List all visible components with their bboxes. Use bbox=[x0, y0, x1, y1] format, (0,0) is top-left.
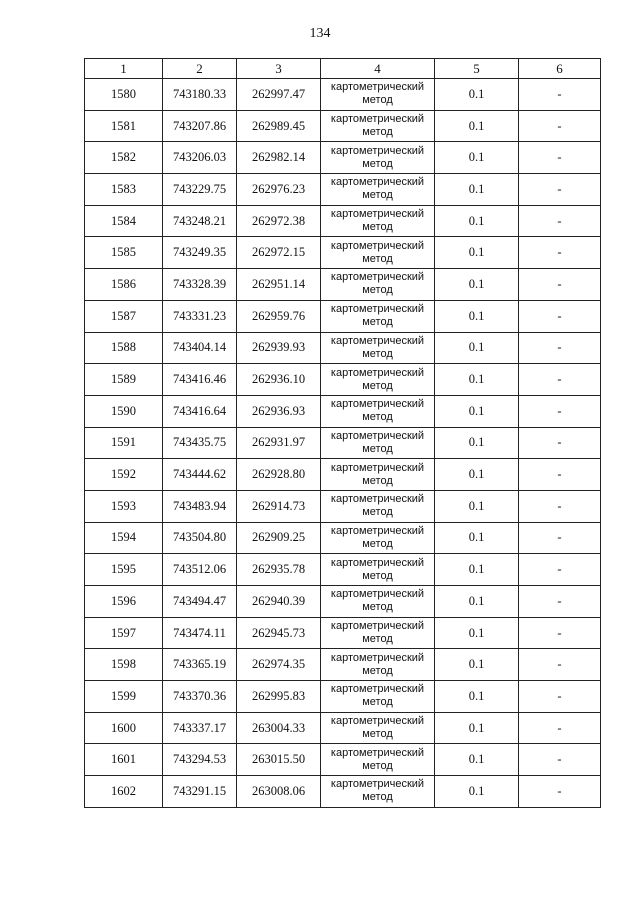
method-line-1: картометрический bbox=[330, 239, 425, 252]
method-cell bbox=[321, 712, 435, 744]
coordinate-y: 262936.93 bbox=[237, 395, 321, 427]
coordinate-x: 743504.80 bbox=[163, 522, 237, 554]
method-cell bbox=[321, 681, 435, 713]
accuracy-value: 0.1 bbox=[435, 110, 519, 142]
coordinate-x: 743249.35 bbox=[163, 237, 237, 269]
note-value: - bbox=[519, 744, 601, 776]
point-number: 1602 bbox=[85, 776, 163, 808]
method-line-2: метод bbox=[362, 791, 393, 804]
accuracy-value: 0.1 bbox=[435, 554, 519, 586]
point-number: 1592 bbox=[85, 459, 163, 491]
coordinate-x: 743328.39 bbox=[163, 269, 237, 301]
note-value: - bbox=[519, 712, 601, 744]
coordinate-y: 262997.47 bbox=[237, 79, 321, 111]
coordinate-y: 262909.25 bbox=[237, 522, 321, 554]
column-header: 1 bbox=[85, 59, 163, 79]
method-line-1: картометрический bbox=[330, 651, 425, 664]
point-number: 1587 bbox=[85, 300, 163, 332]
coordinate-y: 262928.80 bbox=[237, 459, 321, 491]
method-line-1: картометрический bbox=[330, 746, 425, 759]
method-line-1: картометрический bbox=[330, 271, 425, 284]
accuracy-value: 0.1 bbox=[435, 174, 519, 206]
table-row bbox=[85, 395, 601, 427]
coordinate-y: 263004.33 bbox=[237, 712, 321, 744]
method-line-2: метод bbox=[362, 252, 393, 265]
method-cell bbox=[321, 776, 435, 808]
accuracy-value: 0.1 bbox=[435, 522, 519, 554]
method-line-2: метод bbox=[362, 633, 393, 646]
coordinate-x: 743365.19 bbox=[163, 649, 237, 681]
coordinate-x: 743180.33 bbox=[163, 79, 237, 111]
accuracy-value: 0.1 bbox=[435, 712, 519, 744]
coordinate-x: 743370.36 bbox=[163, 681, 237, 713]
note-value: - bbox=[519, 459, 601, 491]
accuracy-value: 0.1 bbox=[435, 586, 519, 618]
table-row bbox=[85, 237, 601, 269]
method-cell bbox=[321, 554, 435, 586]
coordinate-x: 743337.17 bbox=[163, 712, 237, 744]
point-number: 1593 bbox=[85, 490, 163, 522]
note-value: - bbox=[519, 554, 601, 586]
table-row bbox=[85, 110, 601, 142]
method-line-1: картометрический bbox=[330, 176, 425, 189]
point-number: 1589 bbox=[85, 364, 163, 396]
table-row bbox=[85, 364, 601, 396]
coordinate-x: 743435.75 bbox=[163, 427, 237, 459]
table-row bbox=[85, 79, 601, 111]
column-header: 6 bbox=[519, 59, 601, 79]
method-line-2: метод bbox=[362, 316, 393, 329]
method-cell bbox=[321, 205, 435, 237]
method-cell bbox=[321, 174, 435, 206]
method-line-2: метод bbox=[362, 601, 393, 614]
method-cell bbox=[321, 300, 435, 332]
accuracy-value: 0.1 bbox=[435, 776, 519, 808]
method-line-1: картометрический bbox=[330, 493, 425, 506]
method-line-2: метод bbox=[362, 569, 393, 582]
method-line-2: метод bbox=[362, 379, 393, 392]
accuracy-value: 0.1 bbox=[435, 364, 519, 396]
accuracy-value: 0.1 bbox=[435, 490, 519, 522]
note-value: - bbox=[519, 174, 601, 206]
coordinate-x: 743229.75 bbox=[163, 174, 237, 206]
method-cell bbox=[321, 522, 435, 554]
method-cell bbox=[321, 332, 435, 364]
method-line-2: метод bbox=[362, 696, 393, 709]
coordinate-x: 743294.53 bbox=[163, 744, 237, 776]
point-number: 1596 bbox=[85, 586, 163, 618]
note-value: - bbox=[519, 776, 601, 808]
note-value: - bbox=[519, 300, 601, 332]
method-cell bbox=[321, 364, 435, 396]
point-number: 1585 bbox=[85, 237, 163, 269]
note-value: - bbox=[519, 79, 601, 111]
accuracy-value: 0.1 bbox=[435, 617, 519, 649]
table-row bbox=[85, 205, 601, 237]
coordinate-x: 743291.15 bbox=[163, 776, 237, 808]
point-number: 1600 bbox=[85, 712, 163, 744]
note-value: - bbox=[519, 649, 601, 681]
table-row bbox=[85, 427, 601, 459]
point-number: 1588 bbox=[85, 332, 163, 364]
method-cell bbox=[321, 586, 435, 618]
table-row bbox=[85, 174, 601, 206]
coordinate-x: 743416.46 bbox=[163, 364, 237, 396]
method-line-2: метод bbox=[362, 221, 393, 234]
method-line-1: картометрический bbox=[330, 81, 425, 94]
method-line-2: метод bbox=[362, 664, 393, 677]
accuracy-value: 0.1 bbox=[435, 427, 519, 459]
table-row bbox=[85, 459, 601, 491]
column-header: 5 bbox=[435, 59, 519, 79]
method-cell bbox=[321, 395, 435, 427]
note-value: - bbox=[519, 522, 601, 554]
method-cell bbox=[321, 490, 435, 522]
coordinate-x: 743248.21 bbox=[163, 205, 237, 237]
method-line-1: картометрический bbox=[330, 366, 425, 379]
point-number: 1590 bbox=[85, 395, 163, 427]
accuracy-value: 0.1 bbox=[435, 395, 519, 427]
point-number: 1582 bbox=[85, 142, 163, 174]
method-line-1: картометрический bbox=[330, 461, 425, 474]
coordinate-y: 262976.23 bbox=[237, 174, 321, 206]
note-value: - bbox=[519, 427, 601, 459]
method-line-2: метод bbox=[362, 157, 393, 170]
table-row bbox=[85, 586, 601, 618]
method-line-1: картометрический bbox=[330, 113, 425, 126]
method-line-2: метод bbox=[362, 759, 393, 772]
coordinate-x: 743206.03 bbox=[163, 142, 237, 174]
accuracy-value: 0.1 bbox=[435, 459, 519, 491]
method-line-2: метод bbox=[362, 537, 393, 550]
method-line-1: картометрический bbox=[330, 334, 425, 347]
table-body bbox=[85, 79, 601, 808]
accuracy-value: 0.1 bbox=[435, 142, 519, 174]
method-line-2: метод bbox=[362, 728, 393, 741]
coordinate-y: 262972.38 bbox=[237, 205, 321, 237]
method-cell bbox=[321, 617, 435, 649]
point-number: 1584 bbox=[85, 205, 163, 237]
method-line-2: метод bbox=[362, 284, 393, 297]
method-line-1: картометрический bbox=[330, 144, 425, 157]
point-number: 1586 bbox=[85, 269, 163, 301]
note-value: - bbox=[519, 395, 601, 427]
coordinate-x: 743512.06 bbox=[163, 554, 237, 586]
column-header: 3 bbox=[237, 59, 321, 79]
method-line-1: картометрический bbox=[330, 524, 425, 537]
method-line-1: картометрический bbox=[330, 715, 425, 728]
coordinate-x: 743331.23 bbox=[163, 300, 237, 332]
coordinate-y: 262935.78 bbox=[237, 554, 321, 586]
note-value: - bbox=[519, 142, 601, 174]
point-number: 1591 bbox=[85, 427, 163, 459]
method-cell bbox=[321, 110, 435, 142]
method-line-2: метод bbox=[362, 347, 393, 360]
note-value: - bbox=[519, 617, 601, 649]
table-row bbox=[85, 522, 601, 554]
coordinate-x: 743207.86 bbox=[163, 110, 237, 142]
method-cell bbox=[321, 649, 435, 681]
method-line-1: картометрический bbox=[330, 398, 425, 411]
table-header-row bbox=[85, 59, 601, 79]
column-header: 2 bbox=[163, 59, 237, 79]
coordinate-y: 262989.45 bbox=[237, 110, 321, 142]
accuracy-value: 0.1 bbox=[435, 681, 519, 713]
accuracy-value: 0.1 bbox=[435, 649, 519, 681]
coordinates-table bbox=[84, 58, 601, 808]
point-number: 1594 bbox=[85, 522, 163, 554]
coordinate-y: 262972.15 bbox=[237, 237, 321, 269]
note-value: - bbox=[519, 490, 601, 522]
coordinate-x: 743483.94 bbox=[163, 490, 237, 522]
method-line-1: картометрический bbox=[330, 683, 425, 696]
point-number: 1595 bbox=[85, 554, 163, 586]
coordinate-y: 262959.76 bbox=[237, 300, 321, 332]
accuracy-value: 0.1 bbox=[435, 79, 519, 111]
method-cell bbox=[321, 427, 435, 459]
method-line-1: картометрический bbox=[330, 588, 425, 601]
coordinate-y: 262951.14 bbox=[237, 269, 321, 301]
point-number: 1580 bbox=[85, 79, 163, 111]
method-cell bbox=[321, 142, 435, 174]
table-row bbox=[85, 300, 601, 332]
method-line-1: картометрический bbox=[330, 208, 425, 221]
coordinate-y: 262936.10 bbox=[237, 364, 321, 396]
table-row bbox=[85, 332, 601, 364]
coordinate-y: 262940.39 bbox=[237, 586, 321, 618]
accuracy-value: 0.1 bbox=[435, 237, 519, 269]
method-cell bbox=[321, 744, 435, 776]
coordinate-x: 743404.14 bbox=[163, 332, 237, 364]
coordinate-y: 263015.50 bbox=[237, 744, 321, 776]
method-line-1: картометрический bbox=[330, 556, 425, 569]
coordinate-y: 262945.73 bbox=[237, 617, 321, 649]
coordinate-y: 262982.14 bbox=[237, 142, 321, 174]
point-number: 1581 bbox=[85, 110, 163, 142]
note-value: - bbox=[519, 269, 601, 301]
accuracy-value: 0.1 bbox=[435, 205, 519, 237]
coordinate-y: 262914.73 bbox=[237, 490, 321, 522]
coordinate-x: 743474.11 bbox=[163, 617, 237, 649]
accuracy-value: 0.1 bbox=[435, 300, 519, 332]
point-number: 1597 bbox=[85, 617, 163, 649]
coordinate-y: 262974.35 bbox=[237, 649, 321, 681]
note-value: - bbox=[519, 237, 601, 269]
page-number: 134 bbox=[309, 26, 331, 41]
point-number: 1583 bbox=[85, 174, 163, 206]
note-value: - bbox=[519, 364, 601, 396]
point-number: 1601 bbox=[85, 744, 163, 776]
coordinate-y: 262995.83 bbox=[237, 681, 321, 713]
note-value: - bbox=[519, 110, 601, 142]
method-line-1: картометрический bbox=[330, 303, 425, 316]
note-value: - bbox=[519, 681, 601, 713]
table-row bbox=[85, 617, 601, 649]
method-line-2: метод bbox=[362, 442, 393, 455]
method-line-2: метод bbox=[362, 189, 393, 202]
method-line-1: картометрический bbox=[330, 429, 425, 442]
note-value: - bbox=[519, 205, 601, 237]
method-cell bbox=[321, 237, 435, 269]
table-row bbox=[85, 681, 601, 713]
table-row bbox=[85, 490, 601, 522]
coordinate-y: 262939.93 bbox=[237, 332, 321, 364]
point-number: 1598 bbox=[85, 649, 163, 681]
note-value: - bbox=[519, 586, 601, 618]
coordinate-y: 262931.97 bbox=[237, 427, 321, 459]
table-row bbox=[85, 744, 601, 776]
method-line-2: метод bbox=[362, 474, 393, 487]
coordinate-x: 743494.47 bbox=[163, 586, 237, 618]
method-cell bbox=[321, 269, 435, 301]
column-header: 4 bbox=[321, 59, 435, 79]
method-cell bbox=[321, 459, 435, 491]
coordinate-y: 263008.06 bbox=[237, 776, 321, 808]
accuracy-value: 0.1 bbox=[435, 332, 519, 364]
method-line-2: метод bbox=[362, 506, 393, 519]
note-value: - bbox=[519, 332, 601, 364]
accuracy-value: 0.1 bbox=[435, 744, 519, 776]
coordinate-x: 743444.62 bbox=[163, 459, 237, 491]
method-line-2: метод bbox=[362, 94, 393, 107]
method-cell bbox=[321, 79, 435, 111]
table-row bbox=[85, 649, 601, 681]
table-row bbox=[85, 712, 601, 744]
point-number: 1599 bbox=[85, 681, 163, 713]
table-row bbox=[85, 269, 601, 301]
method-line-2: метод bbox=[362, 411, 393, 424]
method-line-1: картометрический bbox=[330, 620, 425, 633]
table-row bbox=[85, 142, 601, 174]
coordinate-x: 743416.64 bbox=[163, 395, 237, 427]
table-row bbox=[85, 776, 601, 808]
method-line-1: картометрический bbox=[330, 778, 425, 791]
table-row bbox=[85, 554, 601, 586]
accuracy-value: 0.1 bbox=[435, 269, 519, 301]
method-line-2: метод bbox=[362, 126, 393, 139]
